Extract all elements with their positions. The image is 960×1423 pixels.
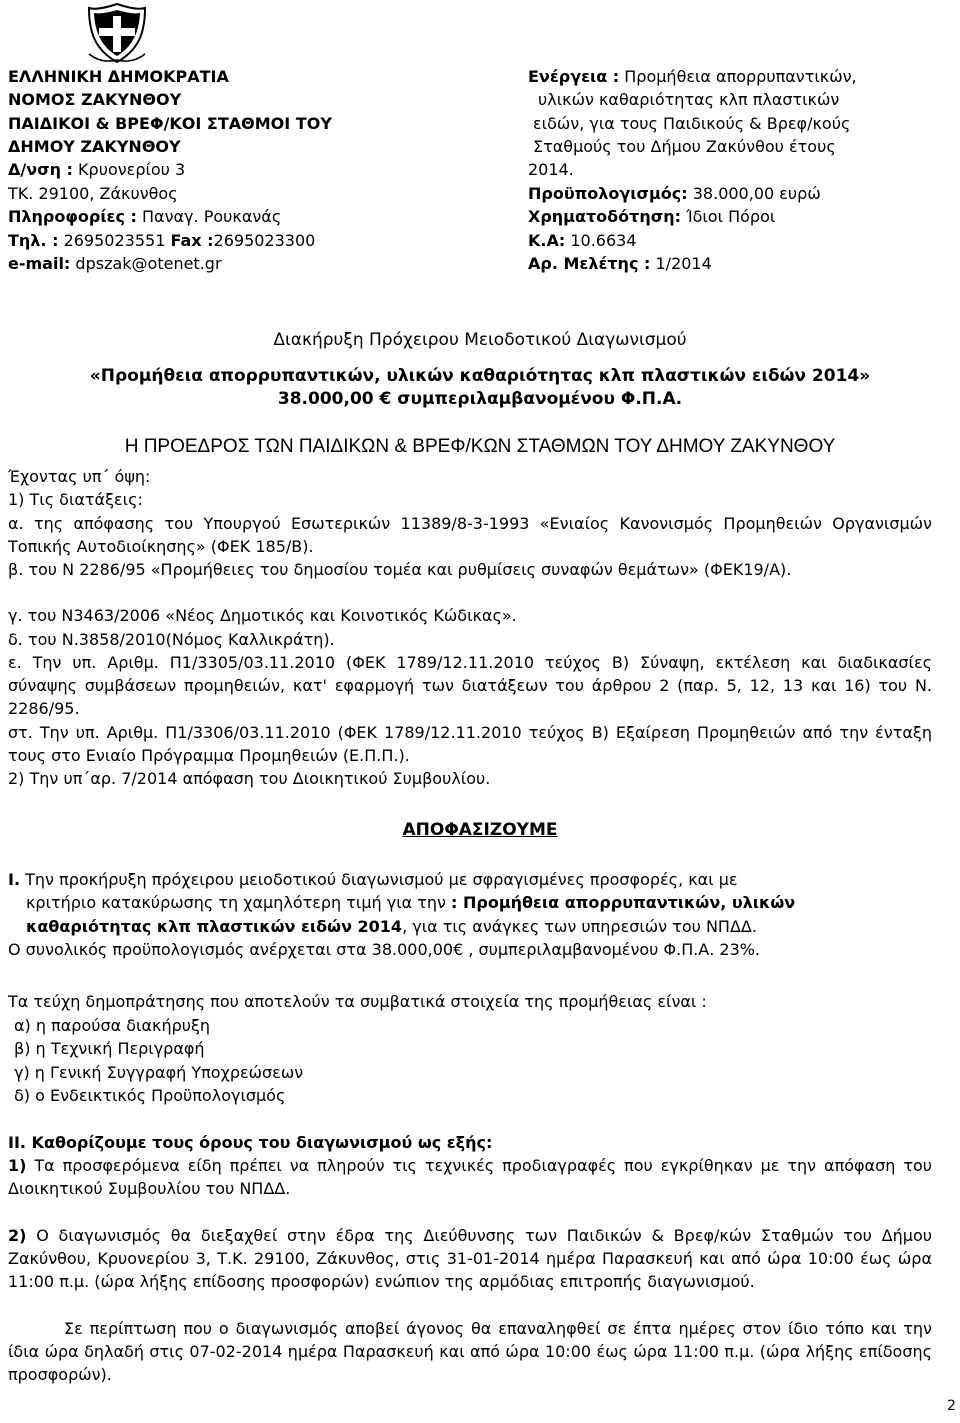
- ka-value: 10.6634: [565, 231, 637, 250]
- decision-reference: 2) Την υπ΄αρ. 7/2014 απόφαση του Διοικητικού Συμβουλίου.: [8, 769, 491, 788]
- funding-line: [528, 205, 775, 228]
- docs-item-c: γ) η Γενική Συγγραφή Υποχρεώσεων: [14, 1063, 304, 1082]
- info-label: Πληροφορίες :: [8, 207, 137, 226]
- section-1-line-1: [8, 868, 738, 891]
- section-1-bold-2: καθαριότητας κλπ πλαστικών ειδών 2014: [26, 917, 403, 936]
- funding-label: Χρηματοδότηση:: [528, 207, 681, 226]
- considering-line: Έχοντας υπ΄ όψη:: [8, 467, 151, 486]
- document-subtitle: «Προμήθεια απορρυπαντικών, υλικών καθαριότητας κλπ πλαστικών ειδών 2014»: [89, 366, 871, 386]
- fax-value: 2695023300: [213, 231, 316, 250]
- section-1-budget: Ο συνολικός προϋπολογισμός ανέρχεται στα 38.000,00€ , συμπεριλαμβανομένου Φ.Π.Α. 23%.: [8, 940, 761, 959]
- term-2-text: Ο διαγωνισμός θα διεξαχθεί στην έδρα της Διεύθυνσης των Παιδικών & Βρεφ/κών Σταθμών του Δήμου Ζακύνθου, Κρυονερίου 3, Τ.Κ. 29100, Ζάκυνθος, στις 31-01-2014 ημέρα Παρασκευή και από ώρα 10:00 έως ώρα 11:00 π.μ. (ώρα λήξης επίδοσης προσφορών) ενώπιον της αρμόδιας επιτροπής διαγωνισμού.: [8, 1226, 932, 1291]
- docs-item-d: δ) ο Ενδεικτικός Προϋπολογισμός: [14, 1086, 286, 1105]
- section-1-text-2: κριτήριο κατακύρωσης τη χαμηλότερη τιμή για την: [26, 893, 452, 912]
- section-1-text-1: Την προκήρυξη πρόχειρου μειοδοτικού διαγωνισμού με σφραγισμένες προσφορές, και με: [20, 870, 738, 889]
- provision-c: γ. του Ν3463/2006 «Νέος Δημοτικός και Κοινοτικός Κώδικας».: [8, 606, 517, 625]
- study-value: 1/2014: [650, 254, 712, 273]
- provision-a: α. της απόφασης του Υπουργού Εσωτερικών 11389/8-3-1993 «Ενιαίος Κανονισμός Προμηθειών Οργανισμών Τοπικής Αυτοδιοίκησης» (ΦΕΚ 185/Β).: [8, 514, 932, 556]
- address-line: [8, 158, 185, 181]
- decide-heading: ΑΠΟΦΑΣΙΖΟΥΜΕ: [402, 820, 558, 840]
- provision-e: ε. Την υπ. Αριθμ. Π1/3305/03.11.2010 (ΦΕΚ 1789/12.11.2010 τεύχος Β) Σύναψη, εκτέλεση και διαδικασίες σύναψης συμβάσεων προμηθειών, κατ' εφαρμογή των διατάξεων του άρθρου 2 (παρ. 5, 12, 13 και 16) του Ν. 2286/95.: [8, 653, 932, 718]
- action-line-4: Σταθμούς του Δήμου Ζακύνθου έτους: [533, 137, 836, 156]
- provision-d: δ. του Ν.3858/2010(Νόμος Καλλικράτη).: [8, 630, 335, 649]
- term-1-text: Τα προσφερόμενα είδη πρέπει να πληρούν τις τεχνικές προδιαγραφές που εγκρίθηκαν με την απόφαση του Διοικητικού Συμβουλίου του ΝΠΔΔ.: [8, 1156, 932, 1198]
- email-line: [8, 252, 222, 275]
- page-number: 2: [947, 1398, 956, 1414]
- term-2: [8, 1224, 932, 1293]
- document-amount: 38.000,00 € συμπεριλαμβανομένου Φ.Π.Α.: [277, 389, 683, 409]
- docs-item-a: α) η παρούσα διακήρυξη: [14, 1016, 211, 1035]
- tel-value: 2695023551: [58, 231, 171, 250]
- section-1-text-3: , για τις ανάγκες των υπηρεσιών του ΝΠΔΔ.: [402, 917, 757, 936]
- greek-republic-emblem-icon: [85, 2, 149, 64]
- section-1-bold-1: : Προμήθεια απορρυπαντικών, υλικών: [451, 893, 796, 912]
- ka-line: [528, 229, 637, 252]
- action-label: Ενέργεια :: [528, 67, 620, 86]
- info-line: [8, 205, 281, 228]
- section-1-line-3: [26, 915, 757, 938]
- section-1-label: Ι.: [8, 870, 21, 889]
- docs-intro: Τα τεύχη δημοπράτησης που αποτελούν τα συμβατικά στοιχεία της προμήθειας είναι :: [8, 992, 707, 1011]
- docs-item-b: β) η Τεχνική Περιγραφή: [14, 1039, 205, 1058]
- tel-fax-line: [8, 229, 315, 252]
- header-left-line-1: ΕΛΛΗΝΙΚΗ ΔΗΜΟΚΡΑΤΙΑ: [8, 67, 229, 86]
- term-2-label: 2): [8, 1226, 27, 1245]
- action-line-5: 2014.: [528, 160, 574, 179]
- study-line: [528, 252, 712, 275]
- email-label: e-mail:: [8, 254, 71, 273]
- authority-heading: Η ΠΡΟΕΔΡΟΣ ΤΩΝ ΠΑΙΔΙΚΩΝ & ΒΡΕΦ/ΚΩΝ ΣΤΑΘΜΩΝ ΤΟΥ ΔΗΜΟΥ ΖΑΚΥΝΘΟΥ: [124, 436, 836, 457]
- budget-label: Προϋπολογισμός:: [528, 184, 688, 203]
- action-line-1: [528, 65, 857, 88]
- header-left-line-2: ΝΟΜΟΣ ΖΑΚΥΝΘΟΥ: [8, 90, 182, 109]
- section-1-line-2: [26, 891, 795, 914]
- budget-line: [528, 182, 821, 205]
- provisions-title: 1) Τις διατάξεις:: [8, 490, 143, 509]
- provision-b: β. του Ν 2286/95 «Προμήθειες του δημοσίου τομέα και ρυθμίσεις συναφών θεμάτων» (ΦΕΚ19/Α).: [8, 560, 792, 579]
- header-left-line-4: ΔΗΜΟΥ ΖΑΚΥΝΘΟΥ: [8, 137, 181, 156]
- budget-value: 38.000,00 ευρώ: [687, 184, 821, 203]
- info-value: Παναγ. Ρουκανάς: [136, 207, 282, 226]
- fax-label: Fax :: [170, 231, 214, 250]
- provision-st: στ. Την υπ. Αριθμ. Π1/3306/03.11.2010 (ΦΕΚ 1789/12.11.2010 τεύχος Β) Εξαίρεση Προμηθειών από την ένταξη τους στο Ενιαίο Πρόγραμμα Προμηθειών (Ε.Π.Π.).: [8, 723, 932, 765]
- address-value: Κρυονερίου 3: [72, 160, 186, 179]
- document-title: Διακήρυξη Πρόχειρου Μειοδοτικού Διαγωνισμού: [273, 330, 687, 350]
- section-2-heading: ΙΙ. Καθορίζουμε τους όρους του διαγωνισμού ως εξής:: [8, 1133, 493, 1152]
- email-value: dpszak@otenet.gr: [70, 254, 222, 273]
- header-left-line-3: ΠΑΙΔΙΚΟΙ & ΒΡΕΦ/ΚΟΙ ΣΤΑΘΜΟΙ ΤΟΥ: [8, 114, 332, 133]
- postal-line: ΤΚ. 29100, Ζάκυνθος: [8, 184, 178, 203]
- action-value: Προμήθεια απορρυπαντικών,: [619, 67, 857, 86]
- action-line-2: υλικών καθαριότητας κλπ πλαστικών: [538, 90, 840, 109]
- tel-label: Τηλ. :: [8, 231, 59, 250]
- action-line-3: ειδών, για τους Παιδικούς & Βρεφ/κούς: [533, 114, 851, 133]
- ka-label: Κ.Α:: [528, 231, 566, 250]
- funding-value: Ίδιοι Πόροι: [680, 207, 776, 226]
- term-3: Σε περίπτωση που ο διαγωνισμός αποβεί άγονος θα επαναληφθεί σε έπτα ημέρες στον ίδιο τόπο και την ίδια ώρα δηλαδή στις 07-02-2014 ημέρα Παρασκευή και από ώρα 10:00 έως ώρα 11:00 π.μ. (ώρα λήξης επίδοσης προσφορών).: [8, 1319, 932, 1384]
- term-1-label: 1): [8, 1156, 27, 1175]
- address-label: Δ/νση :: [8, 160, 73, 179]
- term-1: [8, 1154, 932, 1200]
- study-label: Αρ. Μελέτης :: [528, 254, 651, 273]
